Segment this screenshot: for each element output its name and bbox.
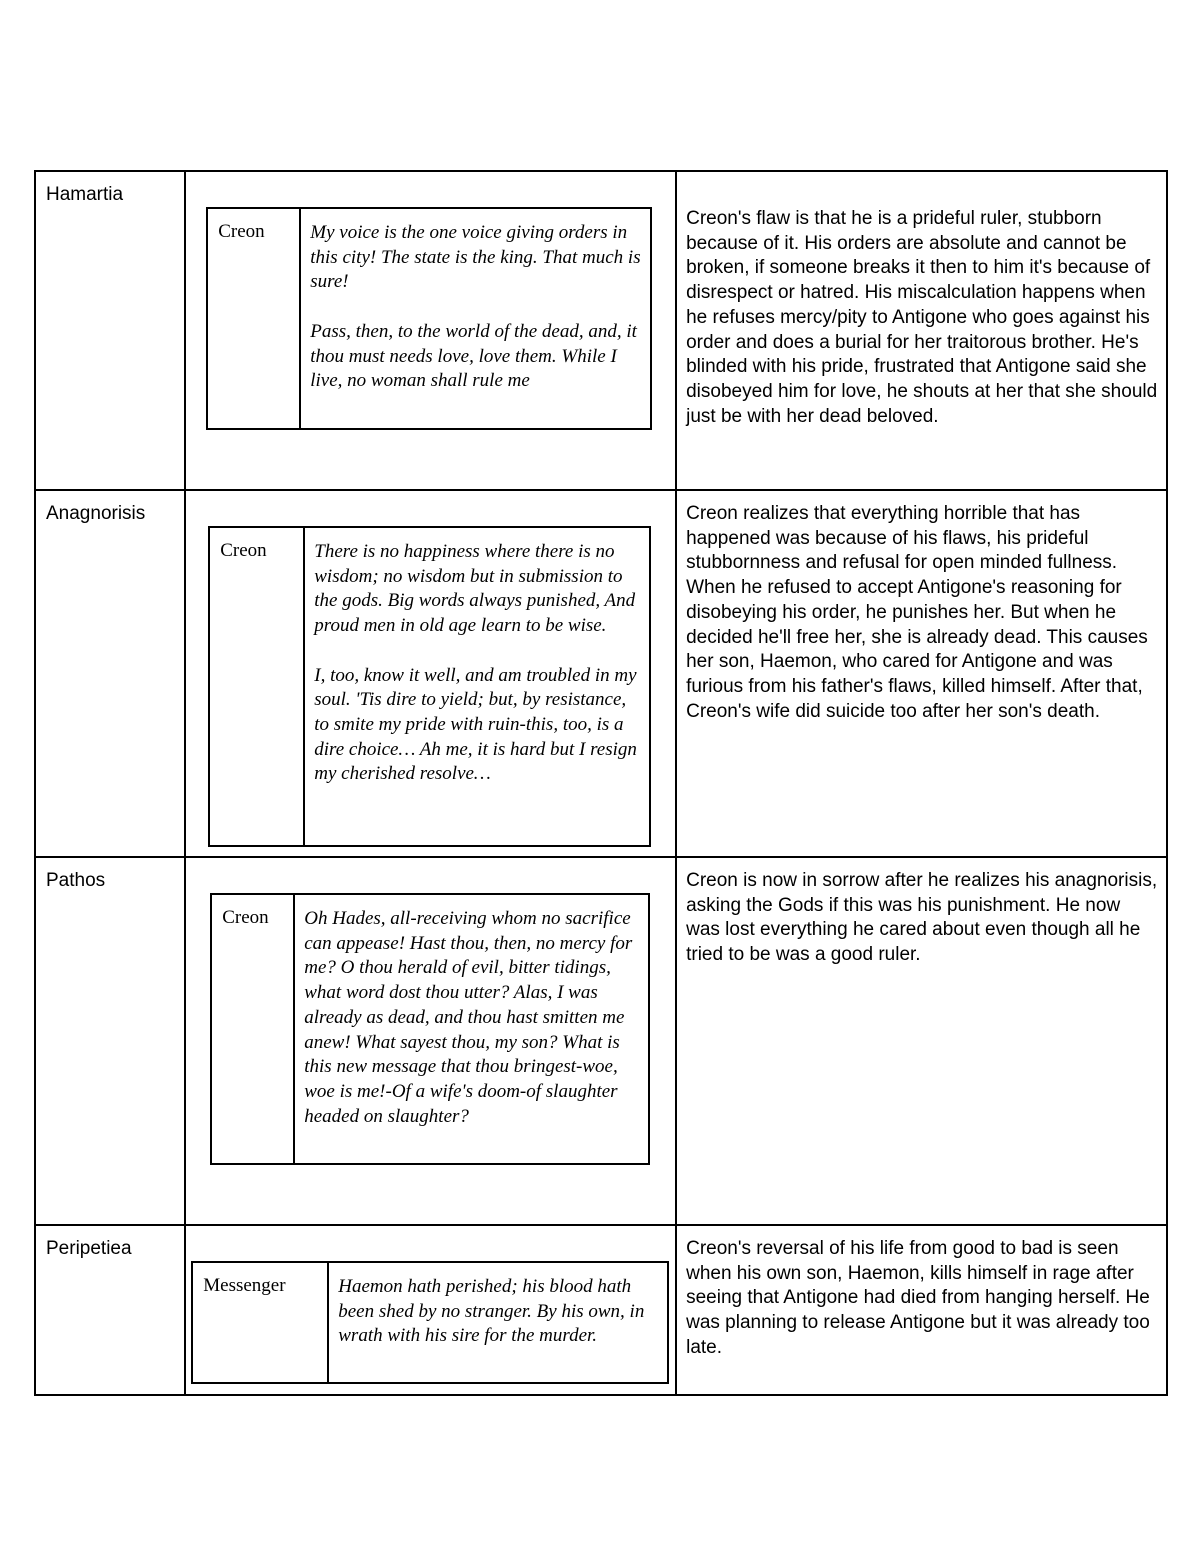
quote-paragraph: Pass, then, to the world of the dead, and, it thou must needs love, love them. While I live, no woman shall rule me	[310, 320, 637, 392]
speaker-name: Messenger	[193, 1263, 329, 1382]
quote-paragraph: Haemon hath perished; his blood hath been shed by no stranger. By his own, in wrath with his sire for the murder.	[338, 1276, 645, 1347]
analysis-text: Creon is now in sorrow after he realizes his anagnorisis, asking the Gods if this was his punishment. He now was lost everything he cared about even though all he tried to be was a good ruler.	[686, 870, 1158, 966]
quote-paragraph: Oh Hades, all-receiving whom no sacrifice can appease! Hast thou, then, no mercy for me? O thou herald of evil, bitter tidings, what word dost thou utter? Alas, I was already as dead, and thou hast smitten me anew! What sayest thou, my son? What is this new message that thou bringest-woe, woe is me!-Of a wife's doom-of slaughter headed on slaughter?	[304, 908, 633, 1127]
quote-text	[295, 895, 648, 1163]
quote-paragraph: My voice is the one voice giving orders in this city! The state is the king. That much is sure!	[310, 222, 641, 293]
analysis-cell	[676, 490, 1167, 857]
term-peripetiea: Peripetiea	[35, 1225, 185, 1395]
analysis-text: Creon's reversal of his life from good to bad is seen when his own son, Haemon, kills himself in rage after seeing that Antigone had died from hanging herself. He was planning to release Antigone but it was already too late.	[686, 1238, 1150, 1358]
analysis-cell	[676, 857, 1167, 1225]
term-pathos: Pathos	[35, 857, 185, 1225]
quote-text	[301, 209, 650, 428]
speaker-name: Creon	[208, 209, 301, 428]
quote-paragraph: I, too, know it well, and am troubled in my soul. 'Tis dire to yield; but, by resistance, to smite my pride with ruin-this, too, is a dire choice… Ah me, it is hard but I resign my cherished resolve…	[314, 664, 637, 785]
quote-text	[329, 1263, 667, 1382]
quote-cell	[185, 857, 676, 1225]
quote-box	[210, 893, 650, 1165]
analysis-text: Creon realizes that everything horrible that has happened was because of his flaws, his prideful stubbornness and refusal for open minded fullness. When he refused to accept Antigone's reasoning for disobeying his order, he punishes her. But when he decided he'll free her, she is already dead. This causes her son, Haemon, who cared for Antigone and was furious from his father's flaws, killed himself. After that, Creon's wife did suicide too after her son's death.	[686, 503, 1148, 722]
analysis-cell	[676, 1225, 1167, 1395]
analysis-text: Creon's flaw is that he is a prideful ruler, stubborn because of it. His orders are absolute and cannot be broken, if someone breaks it then to him it's because of disrespect or hatred. His miscalculation happens when he refuses mercy/pity to Antigone who goes against his order and does a burial for her traitorous brother. He's blinded with his pride, frustrated that Antigone said she disobeyed him for love, he shouts at her that she should just be with her dead beloved.	[686, 208, 1158, 427]
term-anagnorisis: Anagnorisis	[35, 490, 185, 857]
analysis-cell	[676, 171, 1167, 490]
quote-cell	[185, 490, 676, 857]
table-row	[35, 171, 1167, 490]
table-row	[35, 857, 1167, 1225]
tragedy-elements-table	[34, 170, 1168, 1396]
speaker-name: Creon	[210, 528, 305, 845]
quote-box	[206, 207, 652, 430]
quote-cell	[185, 171, 676, 490]
quote-text	[305, 528, 649, 845]
quote-box	[191, 1261, 669, 1384]
quote-box	[208, 526, 651, 847]
table-row	[35, 1225, 1167, 1395]
quote-cell	[185, 1225, 676, 1395]
speaker-name: Creon	[212, 895, 295, 1163]
table-row	[35, 490, 1167, 857]
term-hamartia: Hamartia	[35, 171, 185, 490]
quote-paragraph: There is no happiness where there is no wisdom; no wisdom but in submission to the gods. Big words always punished, And proud men in old age learn to be wise.	[314, 541, 636, 637]
